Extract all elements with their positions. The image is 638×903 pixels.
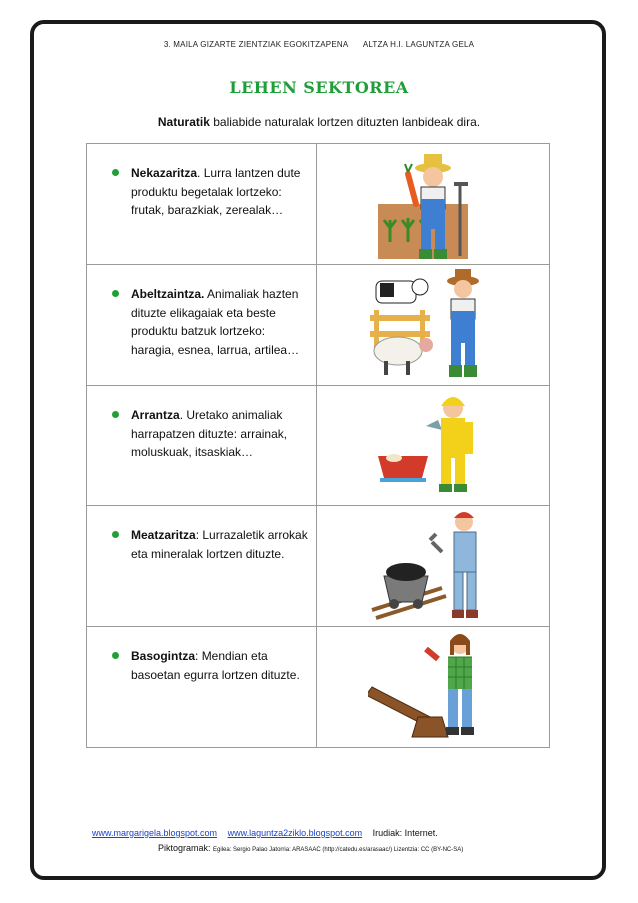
page-header: [0, 40, 638, 49]
row-term: Nekazaritza: [131, 166, 198, 180]
livestock-farmer-icon: [368, 265, 498, 385]
lumberjack-icon: [368, 627, 498, 747]
table-row: [87, 265, 550, 386]
table-row: [87, 506, 550, 627]
row-term: Abeltzaintza.: [131, 287, 205, 301]
row-term: Basogintza: [131, 649, 196, 663]
footer-picto-text: Egilea: Sergio Palao Jatorria: ARASAAC (http://catedu.es/arasaac/) Lizentzia: CC (BY-NC-SA): [213, 847, 464, 853]
row-sep: .: [197, 166, 204, 180]
footer-images-credit: Irudiak: Internet.: [372, 828, 438, 838]
row-text: [87, 265, 316, 359]
intro-bold: Naturatik: [157, 115, 210, 129]
row-description: Animaliak hazten dituzte elikagaiak eta beste produktu batzuk lortzeko: haragia, esnea, larrua, artilea…: [131, 287, 300, 357]
row-term: Meatzaritza: [131, 528, 196, 542]
row-text: [87, 144, 316, 220]
footer-link-laguntza[interactable]: www.laguntza2ziklo.blogspot.com: [227, 828, 363, 838]
row-description: Mendian eta basoetan egurra lortzen dituzte.: [131, 649, 300, 682]
table-row: [87, 386, 550, 506]
row-description: Lurra lantzen dute produktu begetalak lortzeko: frutak, barazkiak, zerealak…: [131, 166, 301, 217]
footer-link-margarigela[interactable]: www.margarigela.blogspot.com: [92, 828, 218, 838]
row-sep: :: [195, 528, 203, 542]
intro-rest: baliabide naturalak lortzen dituzten lanbideak dira.: [209, 115, 481, 129]
row-text: [87, 506, 316, 563]
fisherman-icon: [368, 386, 498, 501]
sectors-table: [86, 143, 550, 748]
bullet-icon: [112, 290, 119, 297]
header-left: 3. MAILA GIZARTE ZIENTZIAK EGOKITZAPENA: [163, 40, 349, 49]
bullet-icon: [112, 652, 119, 659]
footer-pictograms: [158, 843, 463, 853]
page-title: LEHEN SEKTOREA: [229, 78, 409, 97]
bullet-icon: [112, 411, 119, 418]
row-description: Uretako animaliak harrapatzen dituzte: arrainak, moluskuak, itsaskiak…: [131, 408, 288, 459]
footer-picto-label: Piktogramak:: [158, 843, 211, 853]
table-row: [87, 144, 550, 265]
bullet-icon: [112, 531, 119, 538]
footer-links: [92, 828, 438, 838]
bullet-icon: [112, 169, 119, 176]
row-text: [87, 386, 316, 462]
row-description: Lurrazaletik arrokak eta mineralak lortzen dituzte.: [131, 528, 308, 561]
row-text: [87, 627, 316, 684]
table-row: [87, 627, 550, 748]
farmer-icon: [368, 144, 498, 264]
miner-icon: [368, 506, 498, 626]
row-sep: .: [179, 408, 187, 422]
header-right: ALTZA H.I. LAGUNTZA GELA: [362, 40, 475, 49]
row-term: Arrantza: [131, 408, 180, 422]
intro-text: [0, 115, 638, 129]
row-sep: :: [195, 649, 202, 663]
